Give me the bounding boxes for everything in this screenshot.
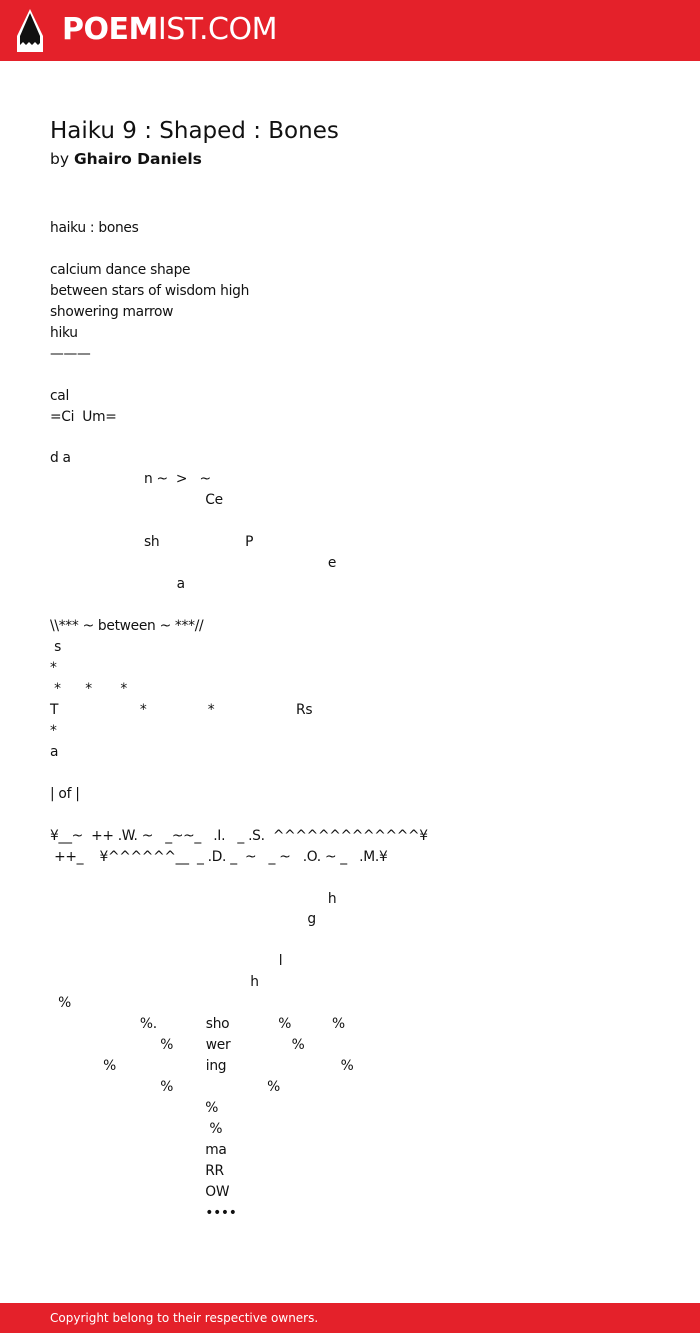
by-label: by: [50, 150, 70, 168]
site-footer: [0, 1303, 700, 1333]
author-name: Ghairo Daniels: [73, 150, 202, 168]
pencil-icon[interactable]: [17, 9, 43, 52]
poem-title: Haiku 9 : Shaped : Bones: [50, 118, 339, 144]
byline: [50, 147, 202, 171]
logo-bold-text: POEM: [62, 12, 158, 47]
site-logo[interactable]: [62, 12, 277, 48]
site-header: [0, 0, 700, 61]
logo-light-text: IST.COM: [157, 12, 277, 47]
poem-body: haiku : bones calcium dance shape between stars of wisdom high showering marrow hiku ——— cal =Ci Um= d a n ~ > ~ Ce sh P e a \\*** ~ between ~ ***// s * * * * T * * Rs * a | of | ¥__~ ++ .W. ~ _~~_ .I. _ .S. ^^^^^^^^^^^^^¥ ++_ ¥^^^^^^__ _ .D. _ ~ _ ~ .O. ~ _ .M.¥ h g l h % %. sho % % % wer % % ing % % % % % ma RR OW ••••: [50, 220, 428, 1221]
copyright-text: Copyright belong to their respective owners.: [50, 1311, 319, 1325]
